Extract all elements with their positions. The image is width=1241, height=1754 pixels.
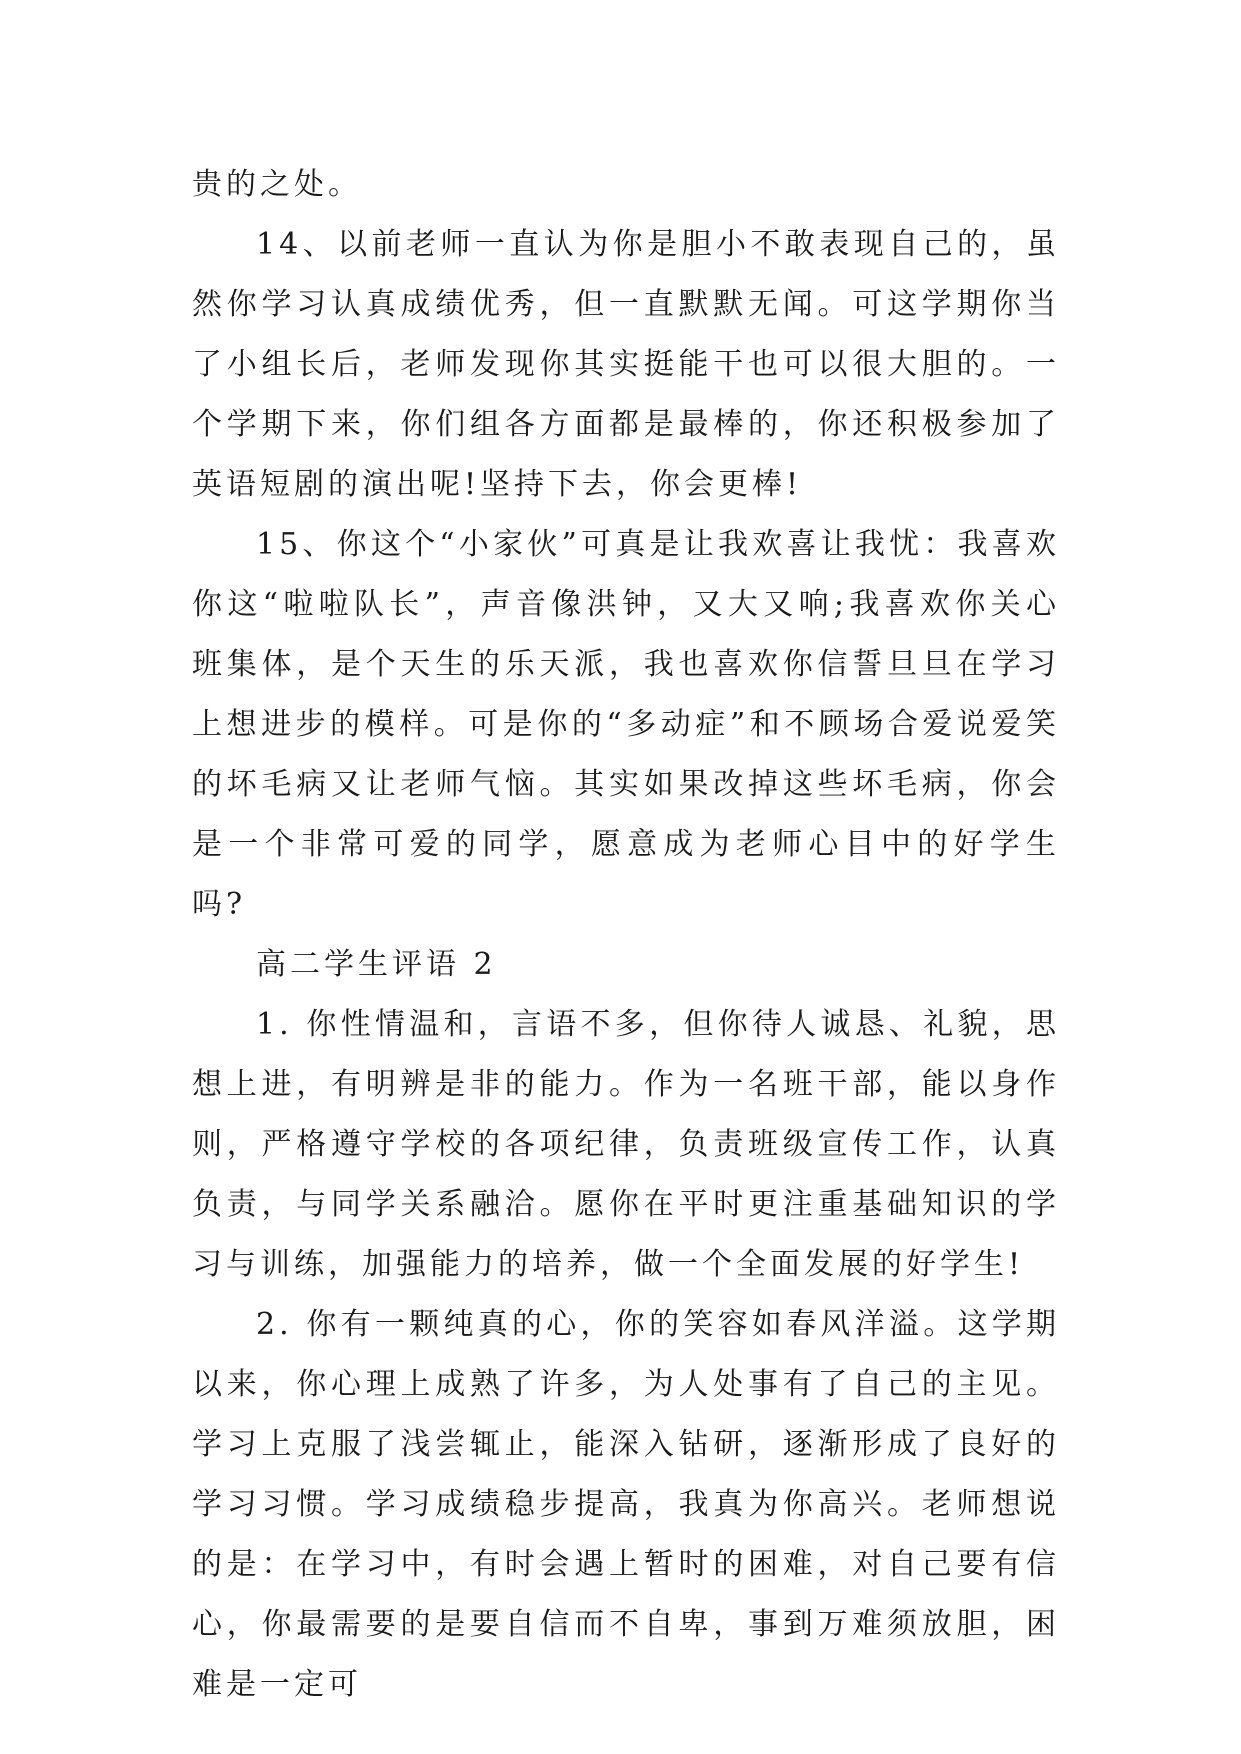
section-heading: 高二学生评语 2: [256, 947, 497, 982]
paragraph-continuation: 贵的之处。: [192, 167, 362, 202]
paragraph-comment-15: 15、你这个“小家伙”可真是让我欢喜让我忧：我喜欢你这“啦啦队长”，声音像洪钟，又大又响;我喜欢你关心班集体，是个天生的乐天派，我也喜欢你信誓旦旦在学习上想进步的模样。可是你的“多动症”和不顾场合爱说爱笑的坏毛病又让老师气恼。其实如果改掉这些坏毛病，你会是一个非常可爱的同学，愿意成为老师心目中的好学生吗?: [192, 527, 1060, 922]
paragraph-comment-2: 2. 你有一颗纯真的心，你的笑容如春风洋溢。这学期以来，你心理上成熟了许多，为人处事有了自己的主见。学习上克服了浅尝辄止，能深入钻研，逐渐形成了良好的学习习惯。学习成绩稳步提高，我真为你高兴。老师想说的是：在学习中，有时会遇上暂时的困难，对自己要有信心，你最需要的是要自信而不自卑，事到万难须放胆，困难是一定可: [192, 1307, 1060, 1702]
document-page: [192, 155, 1060, 1715]
paragraph-comment-1: 1. 你性情温和，言语不多，但你待人诚恳、礼貌，思想上进，有明辨是非的能力。作为一名班干部，能以身作则，严格遵守学校的各项纪律，负责班级宣传工作，认真负责，与同学关系融洽。愿你在平时更注重基础知识的学习与训练，加强能力的培养，做一个全面发展的好学生!: [192, 1007, 1060, 1282]
paragraph-comment-14: 14、以前老师一直认为你是胆小不敢表现自己的，虽然你学习认真成绩优秀，但一直默默无闻。可这学期你当了小组长后，老师发现你其实挺能干也可以很大胆的。一个学期下来，你们组各方面都是最棒的，你还积极参加了英语短剧的演出呢!坚持下去，你会更棒!: [192, 227, 1060, 502]
